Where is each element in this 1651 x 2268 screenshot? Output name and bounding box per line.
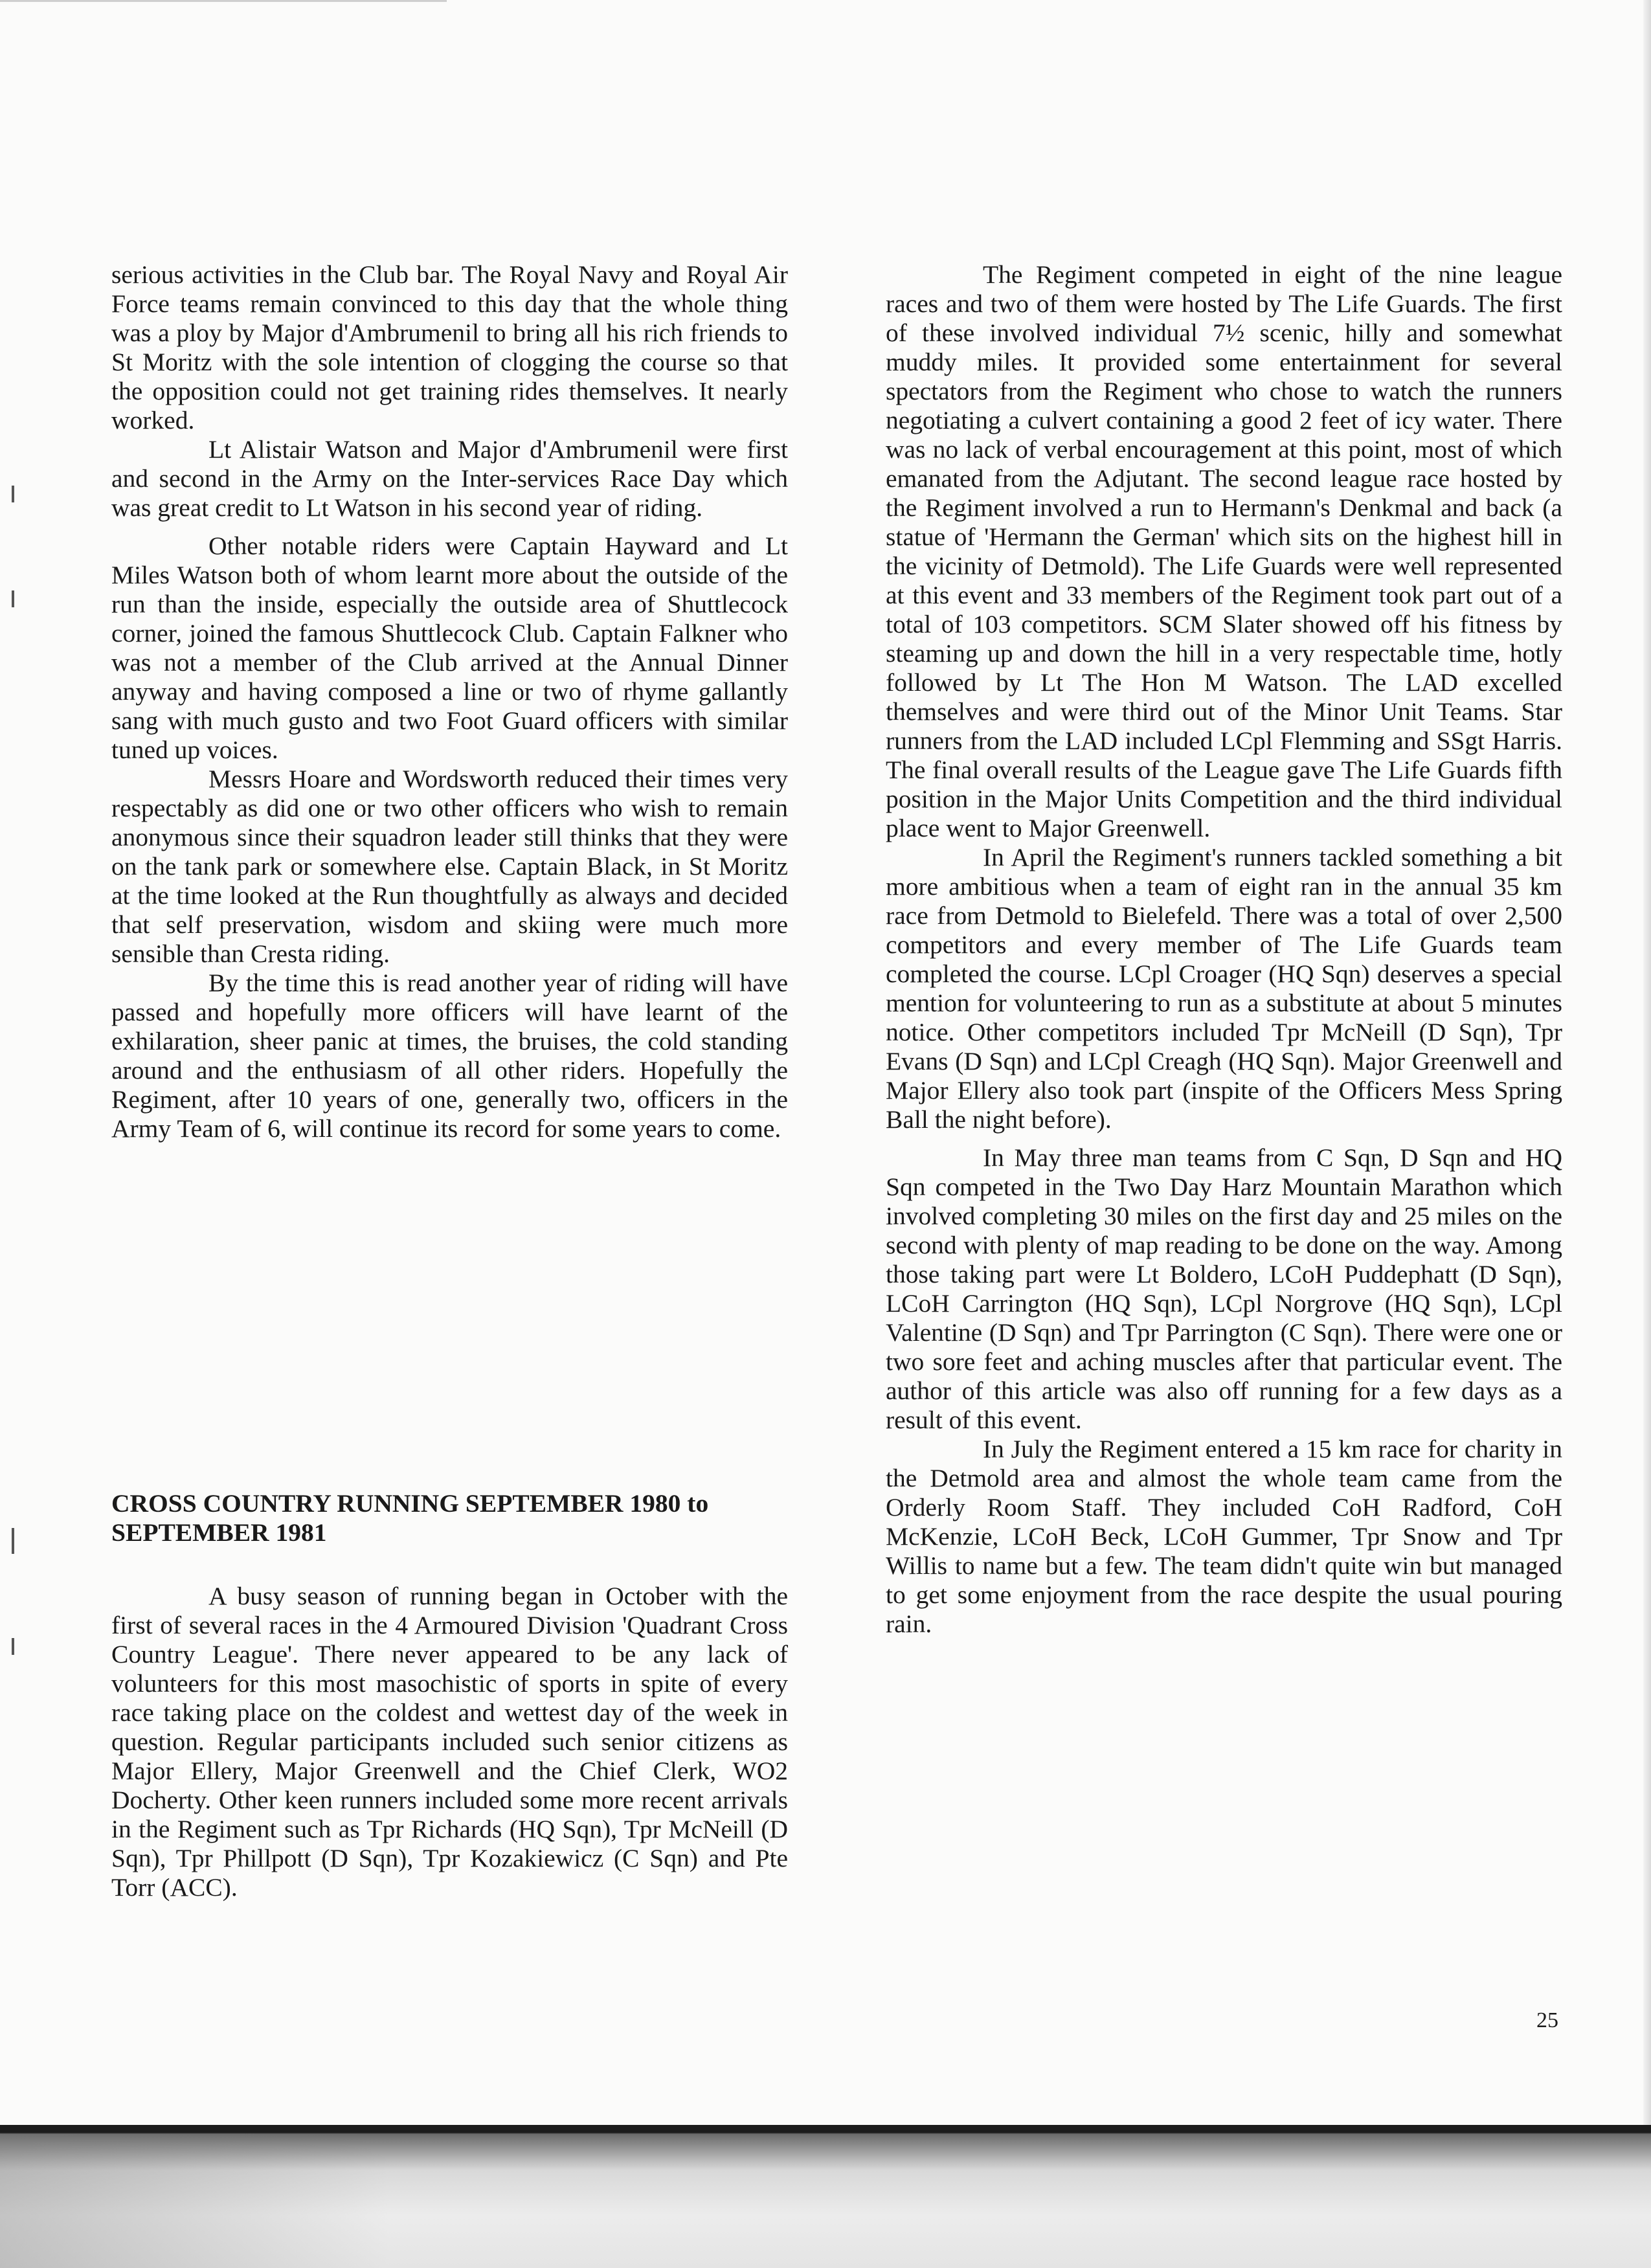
page-top-edge — [0, 0, 447, 2]
left-paragraph-4: Messrs Hoare and Wordsworth reduced their times very respectably as did one or two other officers who wish to remain anonymous since their squadron leader still thinks that they were on the tank park or somewhere else. Captain Black, in St Moritz at the time looked at the Run thoughtfully as always and decided that self preservation, wisdom and skiing were much more sensible than Cresta riding. — [111, 765, 788, 968]
right-paragraph-2: In April the Regiment's runners tackled something a bit more ambitious when a team of eight ran in the annual 35 km race from Detmold to Bielefeld. There was a total of over 2,500 competitors and every member of The Life Guards team completed the course. LCpl Croager (HQ Sqn) deserves a special mention for volunteering to run as a substitute at about 5 minutes notice. Other competitors included Tpr McNeill (D Sqn), Tpr Evans (D Sqn) and LCpl Creagh (HQ Sqn). Major Greenwell and Major Ellery also took part (inspite of the Officers Mess Spring Ball the night before). — [886, 843, 1562, 1134]
right-column — [886, 260, 1562, 1639]
page-right-edge — [1643, 0, 1651, 2130]
left-column — [111, 260, 788, 1143]
left-paragraph-2: Lt Alistair Watson and Major d'Ambrumenil were first and second in the Army on the Inter-services Race Day which was great credit to Lt Watson in his second year of riding. — [111, 435, 788, 522]
margin-binding-mark — [12, 590, 14, 607]
section-heading: CROSS COUNTRY RUNNING SEPTEMBER 1980 to SEPTEMBER 1981 — [111, 1489, 709, 1547]
margin-binding-mark — [12, 486, 14, 502]
margin-binding-mark — [12, 1528, 14, 1554]
left-column-section — [111, 1582, 788, 1902]
left-paragraph-3: Other notable riders were Captain Hayward and Lt Miles Watson both of whom learnt more about the outside of the run than the inside, especially the outside area of Shuttlecock corner, joined the famous Shuttlecock Club. Captain Falkner who was not a member of the Club arrived at the Annual Dinner anyway and having composed a line or two of rhyme gallantly sang with much gusto and two Foot Guard officers with similar tuned up voices. — [111, 532, 788, 764]
right-paragraph-4: In July the Regiment entered a 15 km race for charity in the Detmold area and almost the whole team came from the Orderly Room Staff. They included CoH Radford, CoH McKenzie, LCoH Beck, LCoH Gummer, Tpr Snow and Tpr Willis to name but a few. The team didn't quite win but managed to get some enjoyment from the race despite the usual pouring rain. — [886, 1435, 1562, 1638]
left-section-paragraph: A busy season of running began in October with the first of several races in the 4 Armoured Division 'Quadrant Cross Country League'. There never appeared to be any lack of volunteers for this most masochistic of sports in spite of every race taking place on the coldest and wettest day of the week in question. Regular participants included such senior citizens as Major Ellery, Major Greenwell and the Chief Clerk, WO2 Docherty. Other keen runners included some more recent arrivals in the Regiment such as Tpr Richards (HQ Sqn), Tpr McNeill (D Sqn), Tpr Phillpott (D Sqn), Tpr Kozakiewicz (C Sqn) and Pte Torr (ACC). — [111, 1582, 788, 1902]
page-number: 25 — [1536, 2008, 1558, 2032]
left-paragraph-5: By the time this is read another year of riding will have passed and hopefully more officers will have learnt of the exhilaration, sheer panic at times, the bruises, the cold standing around and the enthusiasm of all other riders. Hopefully the Regiment, after 10 years of one, generally two, officers in the Army Team of 6, will continue its record for some years to come. — [111, 969, 788, 1143]
scan-bottom-shadow — [0, 2134, 388, 2268]
left-paragraph-1: serious activities in the Club bar. The Royal Navy and Royal Air Force teams remain convinced to this day that the whole thing was a ploy by Major d'Ambrumenil to bring all his rich friends to St Moritz with the sole intention of clogging the course so that the opposition could not get training rides themselves. It nearly worked. — [111, 260, 788, 434]
right-paragraph-1: The Regiment competed in eight of the nine league races and two of them were hosted by The Life Guards. The first of these involved individual 7½ scenic, hilly and somewhat muddy miles. It provided some entertainment for several spectators from the Regiment who chose to watch the runners negotiating a culvert containing a good 2 feet of icy water. There was no lack of verbal encouragement at this point, most of which emanated from the Adjutant. The second league race hosted by the Regiment involved a run to Hermann's Denkmal and back (a statue of 'Hermann the German' which sits on the highest hill in the vicinity of Detmold). The Life Guards were well represented at this event and 33 members of the Regiment took part out of a total of 103 competitors. SCM Slater showed off his fitness by steaming up and down the hill in a very respectable time, hotly followed by Lt The Hon M Watson. The LAD excelled themselves and were third out of the Minor Unit Teams. Star runners from the LAD included LCpl Flemming and SSgt Harris. The final overall results of the League gave The Life Guards fifth position in the Major Units Competition and the third individual place went to Major Greenwell. — [886, 260, 1562, 842]
right-paragraph-3: In May three man teams from C Sqn, D Sqn and HQ Sqn competed in the Two Day Harz Mountain Marathon which involved completing 30 miles on the first day and 25 miles on the second with plenty of map reading to be done on the way. Among those taking part were Lt Boldero, LCoH Puddephatt (D Sqn), LCoH Carrington (HQ Sqn), LCpl Norgrove (HQ Sqn), LCpl Valentine (D Sqn) and Tpr Parrington (C Sqn). There were one or two sore feet and aching muscles after that particular event. The author of this article was also off running for a few days as a result of this event. — [886, 1143, 1562, 1434]
margin-binding-mark — [12, 1638, 14, 1655]
